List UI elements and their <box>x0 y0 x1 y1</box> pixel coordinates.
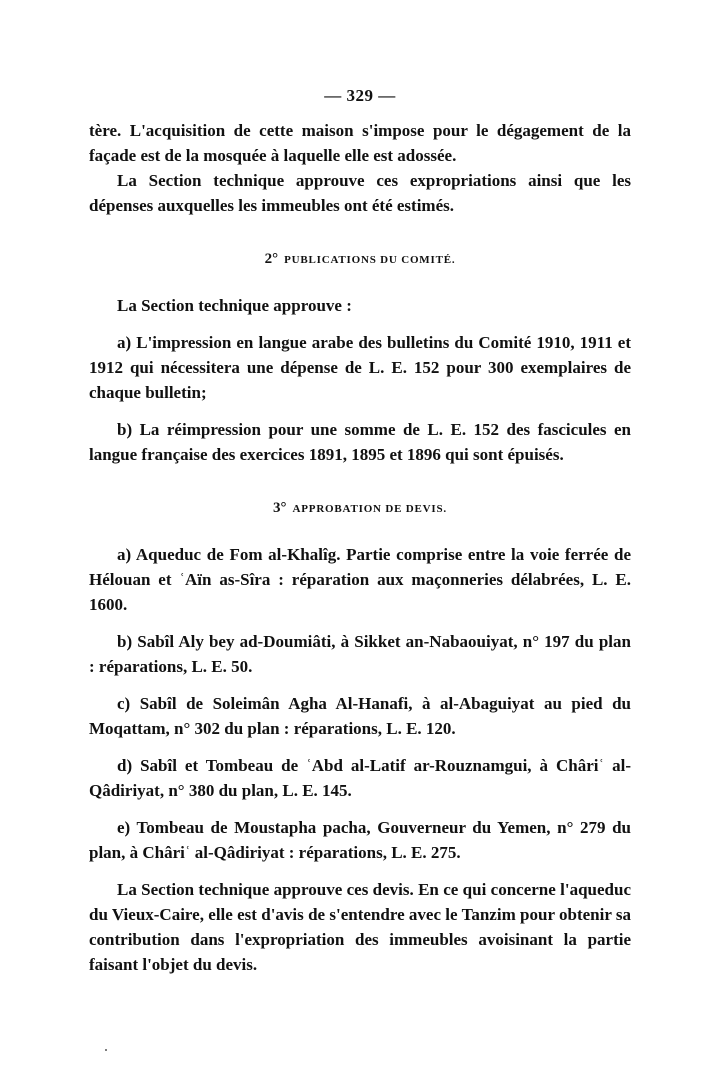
section-2-intro: La Section technique approuve : <box>117 296 352 315</box>
section-3-item-b: b) Sabîl Aly bey ad-Doumiâti, à Sikket an-Nabaouiyat, n° 197 du plan : réparations, L. E. 50. <box>89 632 631 676</box>
section-3-item-e: e) Tombeau de Moustapha pacha, Gouverneur du Yemen, n° 279 du plan, à Châriʿ al-Qâdiriyat : réparations, L. E. 275. <box>89 818 631 862</box>
paragraph-2: La Section technique approuve ces expropriations ainsi que les dépenses auxquelles les immeubles ont été estimés. <box>89 171 631 215</box>
section-3-heading <box>89 500 631 517</box>
closing-paragraph: La Section technique approuve ces devis. En ce qui concerne l'aqueduc du Vieux-Caire, elle est d'avis de s'entendre avec le Tanzim pour obtenir sa contribution dans l'expropriation des immeubles avoisinant la partie faisant l'objet du devis. <box>89 880 631 974</box>
section-2-item-a: a) L'impression en langue arabe des bulletins du Comité 1910, 1911 et 1912 qui nécessitera une dépense de L. E. 152 pour 300 exemplaires de chaque bulletin; <box>89 333 631 402</box>
section-2-heading <box>89 251 631 268</box>
section-2-title: PUBLICATIONS DU COMITÉ. <box>284 254 456 266</box>
section-2-item-b: b) La réimpression pour une somme de L. E. 152 des fascicules en langue française des exercices 1891, 1895 et 1896 qui sont épuisés. <box>89 420 631 464</box>
section-3-item-c: c) Sabîl de Soleimân Agha Al-Hanafi, à al-Abaguiyat au pied du Moqattam, n° 302 du plan : réparations, L. E. 120. <box>89 694 631 738</box>
section-3-title: APPROBATION DE DEVIS. <box>292 503 447 515</box>
body-text <box>89 118 631 977</box>
section-2-number: 2° <box>264 251 279 267</box>
page-number: — 329 — <box>324 86 396 105</box>
section-3-item-d: d) Sabîl et Tombeau de ʿAbd al-Latif ar-Rouznamgui, à Châriʿ al-Qâdiriyat, n° 380 du plan, L. E. 145. <box>89 756 631 800</box>
paper-speck <box>105 1049 107 1051</box>
section-3-number: 3° <box>273 500 287 516</box>
section-3-item-a: a) Aqueduc de Fom al-Khalîg. Partie comprise entre la voie ferrée de Hélouan et ʿAïn as-Sîra : réparation aux maçonneries délabrées, L. E. 1600. <box>89 545 631 614</box>
paragraph-1: tère. L'acquisition de cette maison s'impose pour le dégagement de la façade est de la mosquée à laquelle elle est adossée. <box>89 121 631 165</box>
